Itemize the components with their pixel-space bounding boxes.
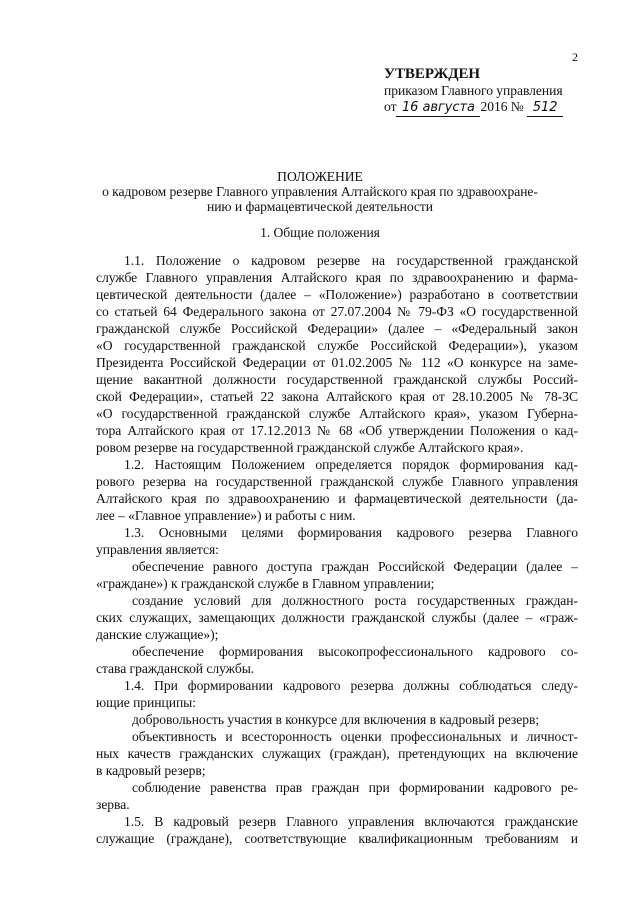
document-subtitle-line2: нию и фармацевтической деятельности	[206, 199, 434, 214]
text-line: «О государственной гражданской службе Российской Федерации»), указом	[96, 338, 578, 353]
handwritten-number: 512	[527, 100, 563, 117]
text-line: ской Федерации», статьей 22 закона Алтайского края от 28.10.2005 № 78-ЗС	[96, 389, 578, 404]
approval-from-prefix: от	[384, 99, 397, 114]
text-line: служащие (граждане), соответствующие квалификационным требованиям и	[96, 831, 578, 846]
text-line: рового резерва на государственной гражданской службе Главного управления	[96, 474, 578, 489]
text-line: службе Главного управления Алтайского края по здравоохранению и фарма-	[96, 270, 578, 285]
text-line: ющие принципы:	[96, 695, 196, 710]
text-line: Президента Российской Федерации от 01.02.2005 № 112 «О конкурсе на заме-	[96, 355, 578, 370]
text-line: става гражданской службы.	[96, 661, 255, 676]
text-line: обеспечение равного доступа граждан Российской Федерации (далее –	[132, 559, 578, 574]
text-line: Алтайского края по здравоохранению и фармацевтической деятельности (да-	[96, 491, 578, 506]
text-line: лее – «Главное управление») и работы с ним.	[96, 508, 356, 523]
text-line: тора Алтайского края от 17.12.2013 № 68 «Об утверждении Положения о кад-	[96, 423, 578, 438]
text-line: «О государственной гражданской службе Алтайского края», указом Губерна-	[96, 406, 578, 421]
text-line: цевтической деятельности (далее – «Положение») разработано в соответствии	[96, 287, 578, 302]
approval-date-line	[384, 99, 563, 117]
handwritten-date: 16 августа	[396, 100, 480, 117]
section-title: 1. Общие положения	[260, 225, 380, 240]
approval-title: УТВЕРЖДЕН	[384, 66, 481, 82]
text-line: соблюдение равенства прав граждан при формировании кадрового ре-	[132, 780, 578, 795]
text-line: обеспечение формирования высокопрофессионального кадрового со-	[132, 644, 578, 659]
text-line: создание условий для должностного роста государственных граждан-	[132, 593, 578, 608]
text-line: добровольность участия в конкурсе для включения в кадровый резерв;	[132, 712, 540, 727]
text-line: 1.3. Основными целями формирования кадрового резерва Главного	[124, 525, 578, 540]
text-line: со статьей 64 Федерального закона от 27.07.2004 № 79-ФЗ «О государственной	[96, 304, 578, 319]
text-line: щение вакантной должности государственной гражданской службы Россий-	[96, 372, 578, 387]
text-line: «граждане») к гражданской службе в Главном управлении;	[96, 576, 435, 591]
text-line: гражданской службе Российской Федерации» (далее – «Федеральный закон	[96, 321, 578, 336]
approval-year: 2016 №	[480, 99, 524, 114]
text-line: ных качеств гражданских служащих (граждан), претендующих на включение	[96, 746, 578, 761]
text-line: 1.4. При формировании кадрового резерва должны соблюдаться следу-	[124, 678, 578, 693]
text-line: 1.5. В кадровый резерв Главного управления включаются гражданские	[124, 814, 578, 829]
document-subtitle-line1: о кадровом резерве Главного управления Алтайского края по здравоохране-	[102, 184, 538, 199]
page-number: 2	[572, 50, 578, 64]
text-line: зерва.	[96, 797, 130, 812]
text-line: управления является:	[96, 542, 219, 557]
text-line: в кадровый резерв;	[96, 763, 206, 778]
text-line: 1.2. Настоящим Положением определяется порядок формирования кад-	[124, 457, 578, 472]
text-line: ровом резерве на государственной гражданской службе Алтайского края».	[96, 440, 524, 455]
text-line: данские служащие»);	[96, 627, 219, 642]
text-line: ских служащих, замещающих должности гражданской службы (далее – «граж-	[96, 610, 578, 625]
document-title: ПОЛОЖЕНИЕ	[277, 169, 363, 184]
text-line: 1.1. Положение о кадровом резерве на государственной гражданской	[124, 253, 578, 268]
approval-order-line: приказом Главного управления	[384, 83, 563, 98]
text-line: объективность и всесторонность оценки профессиональных и личност-	[132, 729, 578, 744]
